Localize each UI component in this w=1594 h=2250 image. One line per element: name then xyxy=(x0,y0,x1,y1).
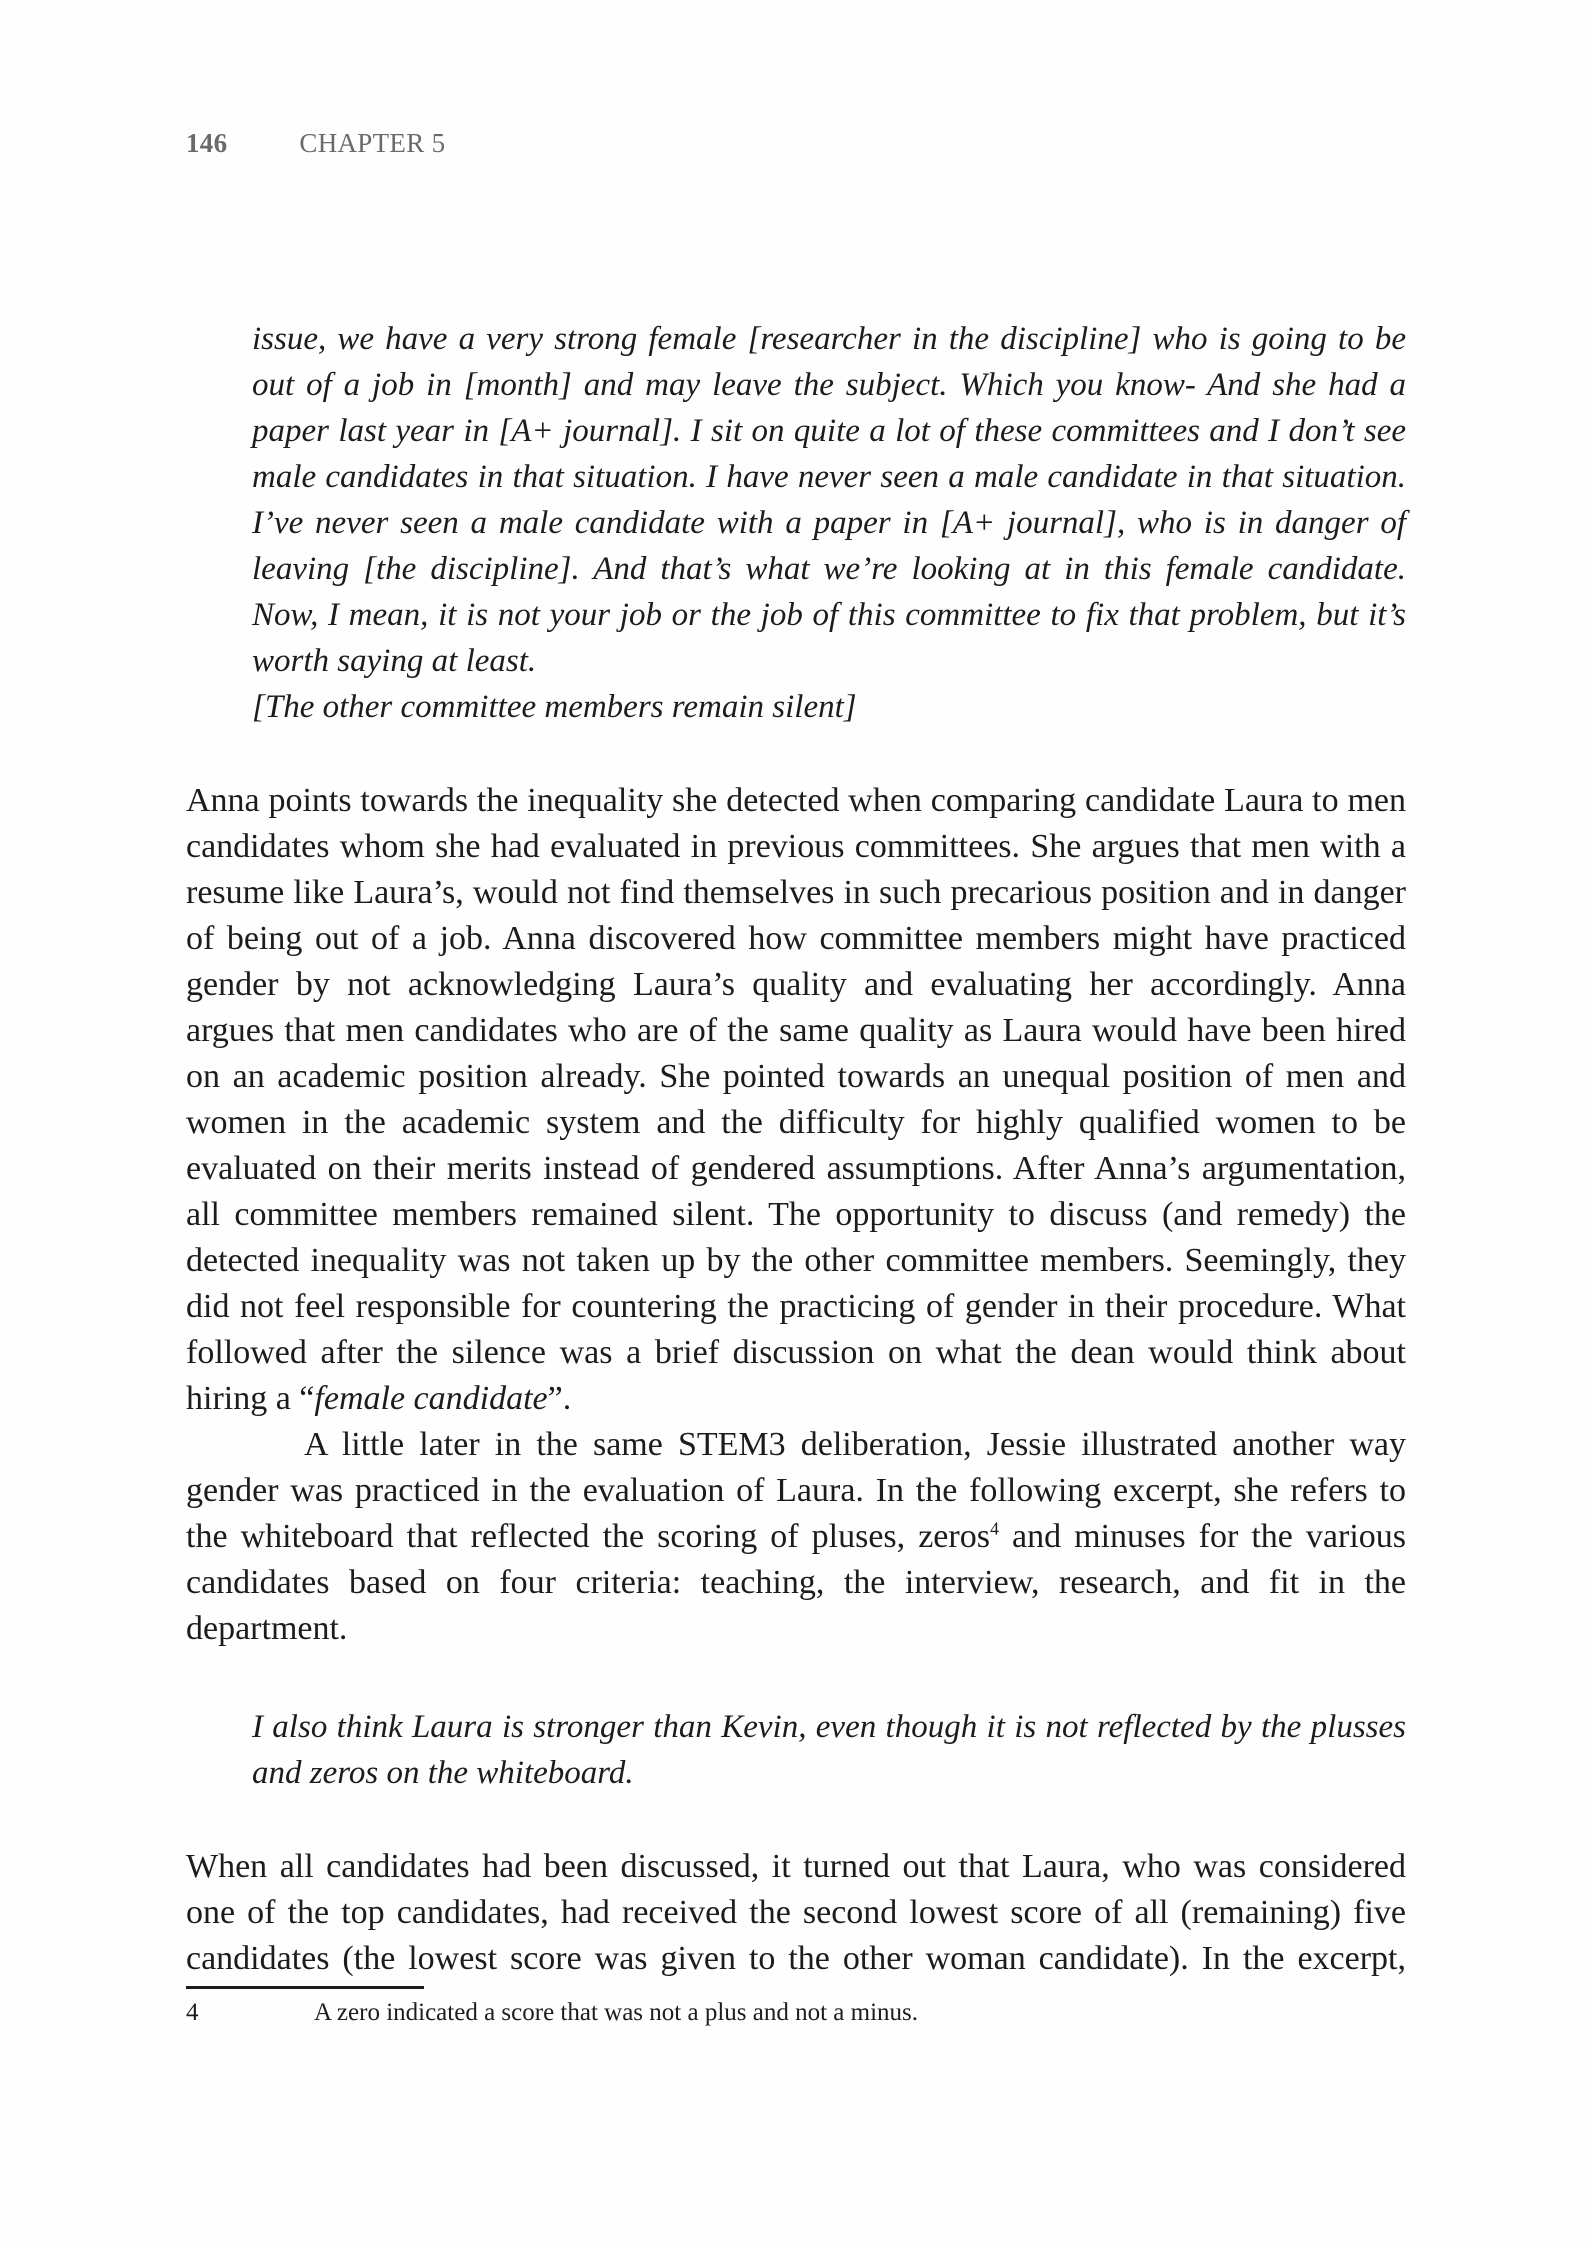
quote-text: issue, we have a very strong female [researcher in the discipline] who is going to be out of a job in [month] and may leave the subject. Which you know- And she had a paper last year in [A+ journal]. I sit on quite a lot of these committees and I don’t see male candidates in that situation. I have never seen a male candidate in that situation. I’ve never seen a male candidate with a paper in [A+ journal], who is in danger of leaving [the discipline]. And that’s what we’re looking at in this female candidate. Now, I mean, it is not your job or the job of this committee to fix that problem, but it’s worth saying at least. xyxy=(252,321,1406,679)
footnote-text: A zero indicated a score that was not a plus and not a minus. xyxy=(314,1999,919,2026)
footnote-reference[interactable]: 4 xyxy=(989,1518,999,1539)
footnote xyxy=(186,1996,1406,2030)
body-paragraph-scores xyxy=(186,1844,1406,1982)
paragraph-text: When all candidates had been discussed, it turned out that Laura, who was considered one of the top candidates, had received the second lowest score of all (remaining) five candidates (the lowest score was given to the other woman candidate). In the excerpt, xyxy=(186,1848,1406,1977)
paragraph-text: Anna points towards the inequality she detected when comparing candidate Laura to men candidates whom she had evaluated in previous committees. She argues that men with a resume like Laura’s, would not find themselves in such precarious position and in danger of being out of a job. Anna discovered how committee members might have practiced gender by not acknowledging Laura’s quality and evaluating her accordingly. Anna argues that men candidates who are of the same quality as Laura would have been hired on an academic position already. She pointed towards an unequal position of men and women in the academic system and the difficulty for highly qualified women to be evaluated on their merits instead of gendered assumptions. After Anna’s argumentation, all committee members remained silent. The opportunity to discuss (and remedy) the detected inequality was not taken up by the other committee members. Seemingly, they did not feel responsible for countering the practicing of gender in their procedure. What followed after the silence was a brief discussion on what the dean would think about hiring a “ xyxy=(186,782,1406,1417)
footnote-number: 4 xyxy=(186,1999,199,2026)
body-paragraph-anna xyxy=(186,778,1406,1422)
block-quote-interview xyxy=(252,316,1406,730)
running-header xyxy=(186,128,445,159)
quote-text: I also think Laura is stronger than Kevin, even though it is not reflected by the plusses and zeros on the whiteboard. xyxy=(252,1709,1406,1791)
paragraph-closing: ”. xyxy=(547,1380,572,1417)
paragraph-text-continued: and minuses for the various candidates based on four criteria: teaching, the interview, research, and fit in the department. xyxy=(186,1518,1407,1647)
footnote-divider xyxy=(186,1986,424,1989)
body-paragraph-jessie xyxy=(186,1422,1406,1652)
paragraph-text: A little later in the same STEM3 deliberation, Jessie illustrated another way gender was practiced in the evaluation of Laura. In the following excerpt, she refers to the whiteboard that reflected the scoring of pluses, zeros xyxy=(186,1426,1406,1555)
block-quote-jessie xyxy=(252,1704,1406,1796)
emphasis-text: female candidate xyxy=(314,1380,548,1417)
page-number: 146 xyxy=(186,128,228,158)
quote-stage-direction: [The other committee members remain silent] xyxy=(252,689,857,725)
chapter-title: CHAPTER 5 xyxy=(299,128,446,158)
